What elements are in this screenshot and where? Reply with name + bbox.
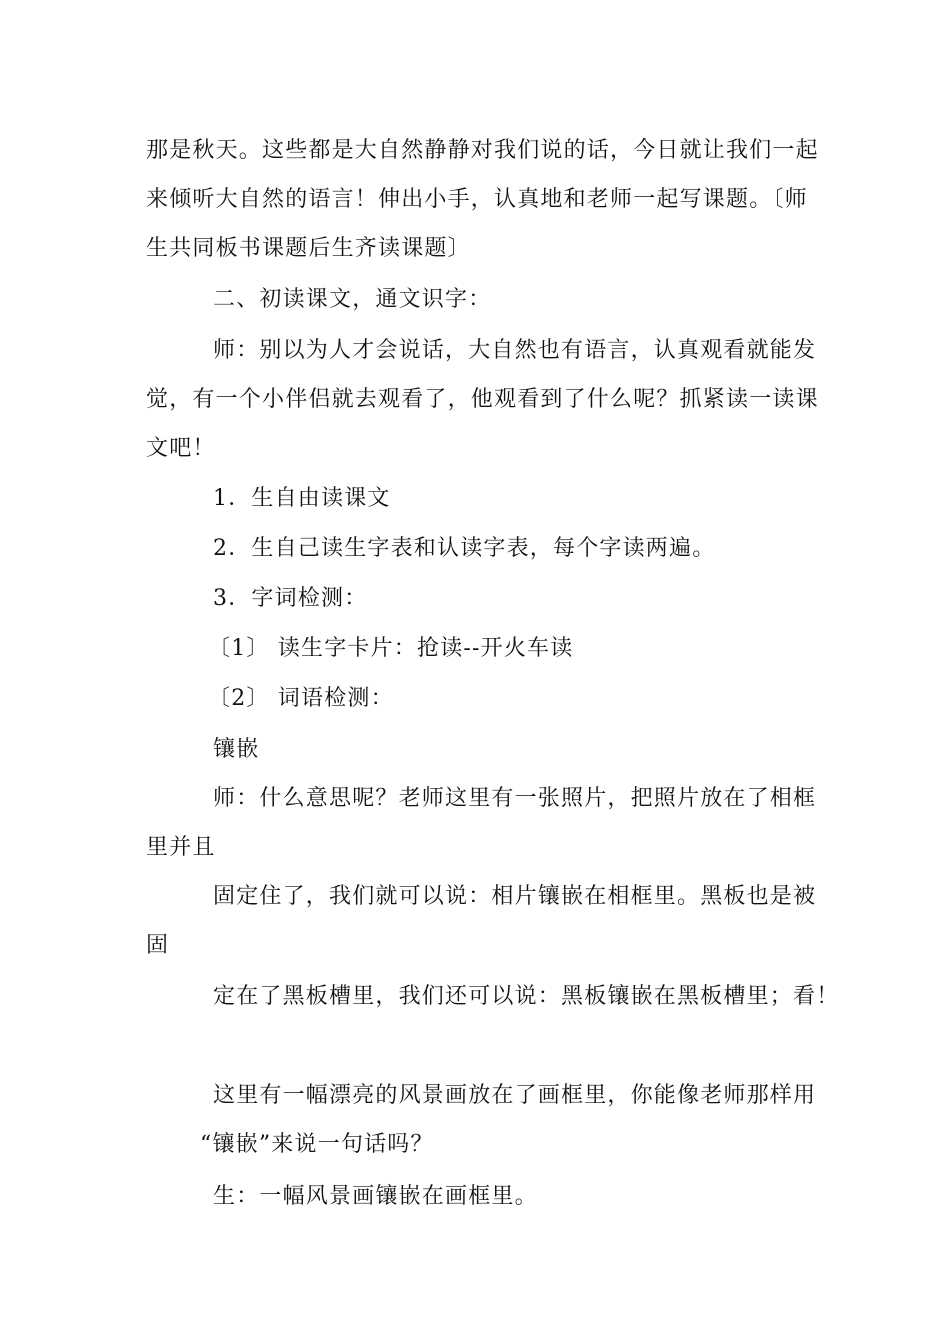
text-line: 生：一幅风景画镶嵌在画框里。 [213, 1184, 538, 1209]
text-line: 觉，有一个小伴侣就去观看了，他观看到了什么呢？抓紧读一读课 [146, 387, 819, 412]
text-line: 生共同板书课题后生齐读课题〕 [146, 236, 471, 261]
vocab-word: 镶嵌 [213, 737, 260, 762]
text-line: 来倾听大自然的语言！伸出小手，认真地和老师一起写课题。〔师 [146, 187, 808, 212]
text-line: 这里有一幅漂亮的风景画放在了画框里，你能像老师那样用 [213, 1083, 817, 1108]
text-line: 固 [146, 933, 170, 958]
section-heading: 二、初读课文，通文识字： [213, 287, 492, 312]
list-item: 1．生自由读课文 [213, 486, 391, 511]
text-line: 里并且 [146, 835, 216, 860]
text-line: 定在了黑板槽里，我们还可以说：黑板镶嵌在黑板槽里；看！ [213, 984, 840, 1009]
text-line: 师：什么意思呢？老师这里有一张照片，把照片放在了相框 [213, 786, 817, 811]
text-line: 那是秋天。这些都是大自然静静对我们说的话，今日就让我们一起 [146, 138, 819, 163]
text-line: 师：别以为人才会说话，大自然也有语言，认真观看就能发 [213, 338, 817, 363]
sub-list-item: 〔1〕 读生字卡片：抢读--开火车读 [208, 636, 574, 661]
sub-list-item: 〔2〕 词语检测： [208, 686, 394, 711]
text-line: 文吧！ [146, 436, 216, 461]
list-item: 3．字词检测： [213, 586, 368, 611]
text-line: “镶嵌”来说一句话吗？ [200, 1132, 434, 1157]
list-item: 2．生自己读生字表和认读字表，每个字读两遍。 [213, 536, 716, 561]
text-line: 固定住了，我们就可以说：相片镶嵌在相框里。黑板也是被 [213, 884, 817, 909]
